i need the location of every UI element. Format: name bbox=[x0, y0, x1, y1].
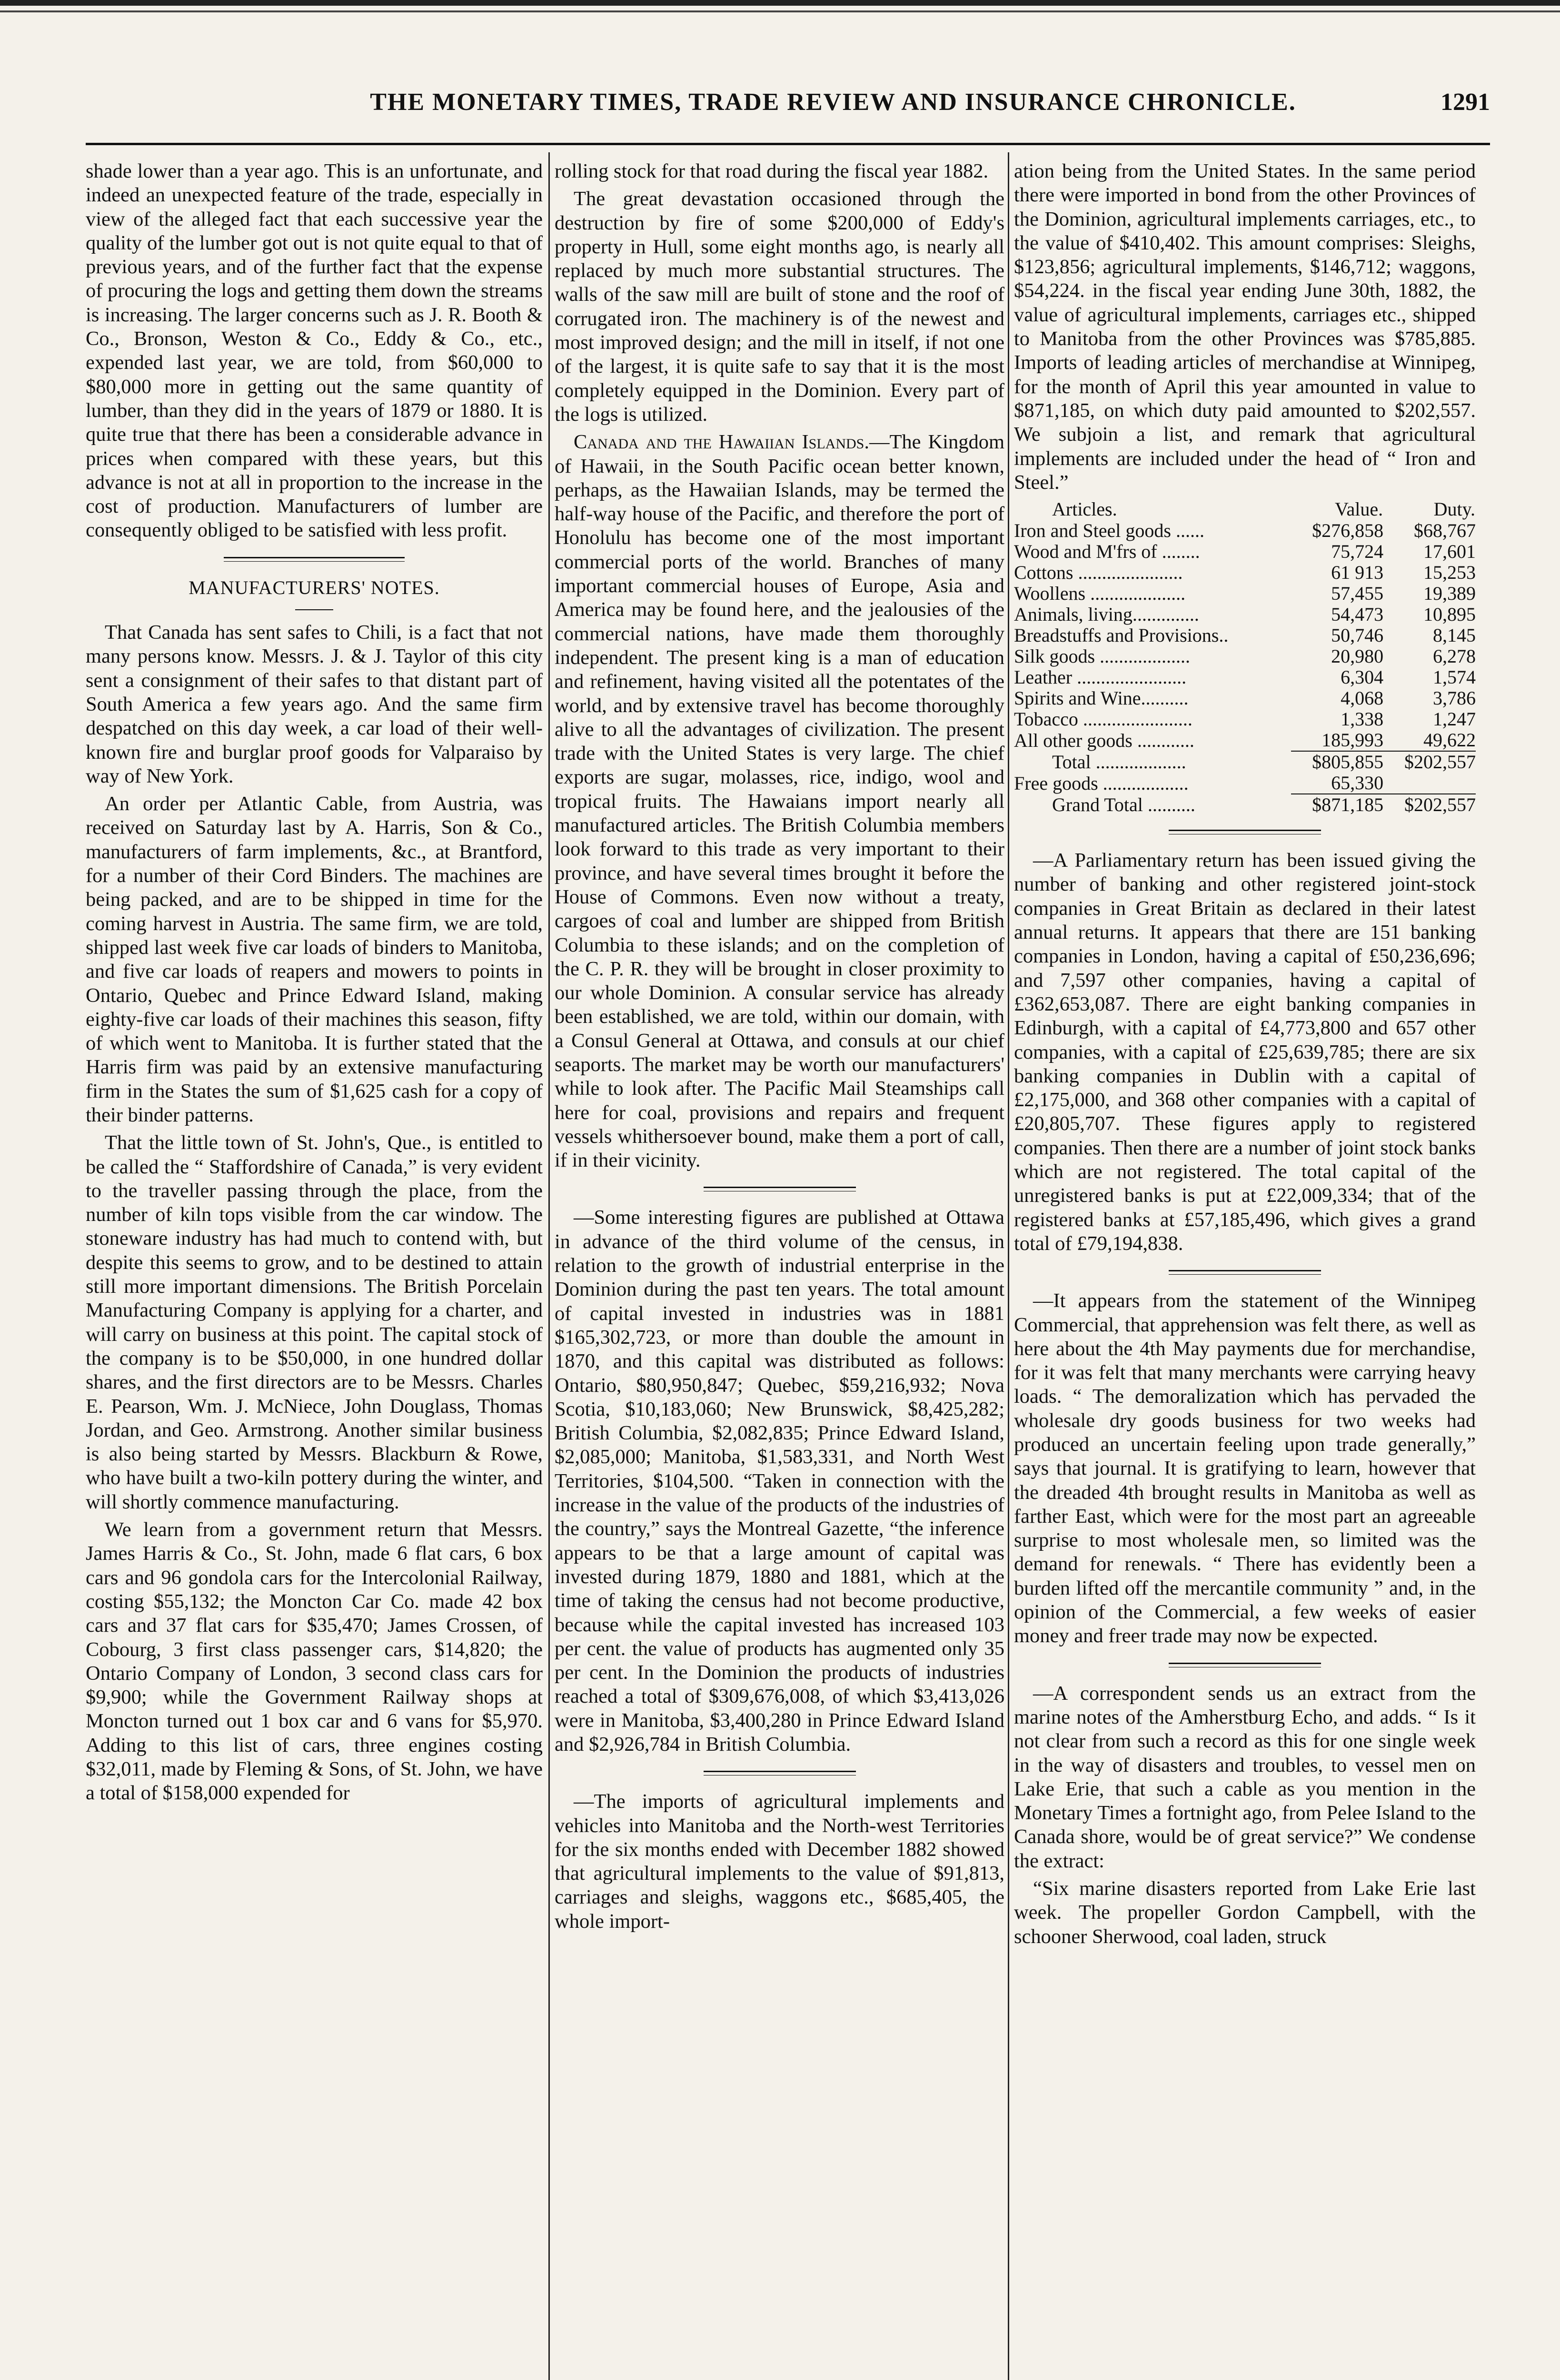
table-cell-duty: 49,622 bbox=[1423, 729, 1476, 751]
header-value: Value. bbox=[1335, 498, 1383, 520]
column-1 bbox=[86, 159, 543, 2373]
total-label: Total ................... bbox=[1052, 751, 1186, 773]
importation-paragraph: ation being from the United States. In the same period there were imported in bond from the other Provinces of the Dominion, agricultural implements carriages, etc., to the value of $410,402. This amount comprises: Sleighs, $123,856; agricultural implements, $146,712; waggons, $54,224. in the fiscal year ending June 30th, 1882, the value of agricultural implements, carriages etc., shipped to Manitoba from the other Provinces was $785,885. Imports of leading articles of merchandise at Winnipeg, for the month of April this year amounted in value to $871,185, on which duty paid amounted to $202,557. We subjoin a list, and remark that agricultural implements are included under the head of “ Iron and Steel.” bbox=[1014, 160, 1476, 494]
header-articles: Articles. bbox=[1052, 498, 1117, 520]
grand-total-label: Grand Total .......... bbox=[1052, 793, 1195, 815]
page-number: 1291 bbox=[1441, 89, 1490, 116]
table-header-row bbox=[1014, 498, 1476, 520]
table-cell-duty: 1,574 bbox=[1433, 666, 1476, 688]
eddy-fire-paragraph: The great devastation occasioned through the destruction by fire of some $200,000 of Eddy's property in Hull, some eight months ago, is nearly all replaced by much more substantial structures. The walls of the saw mill are built of stone and the roof of corrugated iron. The machinery is of the newest and most improved design; and the mill in itself, if not one of the largest, it is quite safe to say that it is the most completely equipped in the Dominion. Every part of the logs is utilized. bbox=[555, 188, 1004, 426]
railway-cars-paragraph: We learn from a government return that Messrs. James Harris & Co., St. John, made 6 flat cars, 6 box cars and 96 gondola cars for the Intercolonial Railway, costing $55,132; the Moncton Car Co. made 42 box cars and 37 flat cars for $35,470; James Crossen, of Cobourg, 3 first class passenger cars, $14,820; the Ontario Company of London, 3 second class cars for $9,900; while the Government Railway shops at Moncton turned out 1 box car and 6 vans for $5,970. Adding to this list of cars, three engines costing $32,011, made by Fleming & Sons, of St. John, we have a total of $158,000 expended for bbox=[86, 1518, 543, 1805]
table-cell-value: 75,724 bbox=[1331, 541, 1384, 563]
free-value: 65,330 bbox=[1331, 772, 1384, 794]
table-body bbox=[1014, 520, 1476, 751]
page-header bbox=[119, 88, 1490, 131]
grand-total-value: $871,185 bbox=[1291, 794, 1383, 815]
separator-winnipeg bbox=[1169, 1270, 1321, 1275]
table-cell-article: Spirits and Wine.......... bbox=[1014, 687, 1189, 709]
table-grand-total-row bbox=[1014, 794, 1476, 815]
table-row bbox=[1014, 541, 1476, 562]
table-cell-article: Breadstuffs and Provisions.. bbox=[1014, 625, 1229, 646]
table-cell-duty: 8,145 bbox=[1433, 625, 1476, 646]
table-row bbox=[1014, 583, 1476, 604]
table-cell-duty: 19,389 bbox=[1423, 583, 1476, 605]
table-cell-duty: 1,247 bbox=[1433, 708, 1476, 730]
table-row bbox=[1014, 646, 1476, 667]
header-duty: Duty. bbox=[1433, 498, 1475, 520]
census-paragraph: —Some interesting figures are published at Ottawa in advance of the third volume of the census, in relation to the growth of industrial enterprise in the Dominion during the past ten years. The total amount of capital invested in industries was in 1881 $165,302,723, or more than double the amount in 1870, and this capital was distributed as follows: Ontario, $80,950,847; Quebec, $59,216,932; Nova Scotia, $10,183,060; New Brunswick, $8,425,282; British Columbia, $2,082,835; Prince Edward Island, $2,085,000; Manitoba, $1,583,331, and North West Territories, $104,500. “Taken in connection with the increase in the value of the products of the industries of the country,” says the Montreal Gazette, “the inference appears to be that a large amount of capital was invested during 1879, 1880 and 1881, which at the time of taking the census had not become productive, because while the capital invested has increased 103 per cent. the value of products has augmented only 35 per cent. In the Dominion the products of industries reached a total of $309,676,008, of which $3,413,026 were in Manitoba, $3,400,280 in Prince Edward Island and $2,926,784 in British Columbia. bbox=[555, 1206, 1004, 1755]
heading-underline bbox=[295, 609, 333, 611]
table-cell-article: Cottons ...................... bbox=[1014, 562, 1183, 584]
hawaii-body: —The Kingdom of Hawaii, in the South Pacific ocean better known, perhaps, as the Hawaiian Islands, may be termed the half-way house of the Pacific, and therefore the port of Honolulu has become one of the most important commercial ports of the world. Branches of many important commercial houses of Europe, Asia and America may be found here, and the jealousies of the commercial nations, have made them thoroughly independent. The present king is a man of education and refinement, having visited all the potentates of the world, and by extensive travel has become thoroughly alive to all the advantages of civilization. The present trade with the United States is very large. The chief exports are sugar, molasses, rice, indigo, wool and tropical fruits. The Hawaians import nearly all manufactured articles. The British Columbia members look forward to this trade as very important to their province, and have several times brought it before the House of Commons. Even now without a treaty, cargoes of coal and lumber are shipped from British Columbia to these islands; and on the completion of the C. P. R. they will be brought in closer proximity to our whole Dominion. A consular service has already been established, we are told, within our domain, with a Consul General at Ottawa, and consuls at our chief seaports. The market may be worth our manufacturers' while to look after. The Pacific Mail Steamships call here for coal, provisions and repairs and frequent vessels whithersoever bound, make them a port of call, if in their vicinity. bbox=[555, 431, 1004, 1172]
page-title: THE MONETARY TIMES, TRADE REVIEW AND INSURANCE CHRONICLE. bbox=[370, 89, 1296, 116]
table-cell-article: Animals, living.............. bbox=[1014, 604, 1199, 625]
hawaii-lead: Canada and the Hawaiian Islands. bbox=[574, 431, 869, 454]
table-cell-value: 20,980 bbox=[1331, 645, 1384, 667]
section-separator bbox=[224, 557, 405, 562]
header-rule bbox=[86, 143, 1490, 145]
table-row bbox=[1014, 667, 1476, 688]
table-row bbox=[1014, 625, 1476, 646]
table-row bbox=[1014, 604, 1476, 625]
column-divider-2 bbox=[1008, 152, 1009, 2380]
binders-paragraph: An order per Atlantic Cable, from Austria, was received on Saturday last by A. Harris, Son & Co., manufacturers of farm implements, &c., at Brantford, for a number of their Cord Binders. The machines are being packed, and are to be shipped in time for the coming harvest in Austria. The same firm, we are told, shipped last week five car loads of binders to Manitoba, and five car loads of reapers and mowers to points in Ontario, Quebec and Prince Edward Island, making eighty-five car loads of their machines this season, fifty of which went to Manitoba. It is further stated that the Harris firm was paid by an extensive manufacturing firm in the States the sum of $1,625 cash for a copy of their binder patterns. bbox=[86, 793, 543, 1126]
table-cell-value: 1,338 bbox=[1341, 708, 1384, 730]
separator-census bbox=[704, 1187, 856, 1191]
staffordshire-paragraph: That the little town of St. John's, Que., is entitled to be called the “ Staffordshire of Canada,” is very evident to the traveller passing through the place, from the number of kiln tops visible from the car window. The stoneware industry has had much to contend with, but despite this seems to grow, and to be destined to attain still more important dimensions. The British Porcelain Manufacturing Company is applying for a charter, and will carry on business at this point. The capital stock of the company is to be $50,000, in one hundred dollar shares, and the first directors are to be Messrs. Charles E. Pearson, Wm. J. McNiece, John Douglass, Thomas Jordan, and Geo. Armstrong. Another similar business is also being started by Messrs. Blackburn & Rowe, who have built a two-kiln pottery during the winter, and will shortly commence manufacturing. bbox=[86, 1131, 543, 1513]
marine-disasters-paragraph: “Six marine disasters reported from Lake Erie last week. The propeller Gordon Campbell, with the schooner Sherwood, coal laden, struck bbox=[1014, 1877, 1476, 1948]
table-cell-value: $276,858 bbox=[1312, 520, 1384, 542]
top-border bbox=[0, 0, 1560, 6]
table-cell-value: 6,304 bbox=[1341, 666, 1384, 688]
table-cell-value: 57,455 bbox=[1331, 583, 1384, 605]
correspondent-paragraph: —A correspondent sends us an extract from the marine notes of the Amherstburg Echo, and adds. “ Is it not clear from such a record as this for one single week in the way of disasters and troubles, to vessel men on Lake Erie, that such a cable as you mention in the Monetary Times a fortnight ago, from Pelee Island to the Canada shore, would be of great service?” We condense the extract: bbox=[1014, 1682, 1476, 1872]
separator-correspondent bbox=[1169, 1663, 1321, 1667]
table-cell-value: 61 913 bbox=[1331, 562, 1384, 584]
table-cell-duty: 3,786 bbox=[1433, 687, 1476, 709]
table-row bbox=[1014, 730, 1476, 751]
table-cell-value: 50,746 bbox=[1331, 625, 1384, 646]
column-3 bbox=[1014, 159, 1476, 1953]
table-cell-article: Silk goods ................... bbox=[1014, 645, 1191, 667]
table-cell-article: Leather ....................... bbox=[1014, 666, 1187, 688]
grand-total-duty: $202,557 bbox=[1383, 794, 1476, 815]
table-cell-article: All other goods ............ bbox=[1014, 729, 1194, 751]
table-row bbox=[1014, 709, 1476, 730]
column-divider-1 bbox=[548, 152, 550, 2380]
separator-parliamentary bbox=[1169, 830, 1321, 834]
table-cell-value: 185,993 bbox=[1322, 729, 1384, 751]
table-cell-duty: 15,253 bbox=[1423, 562, 1476, 584]
table-cell-value: 54,473 bbox=[1331, 604, 1384, 625]
total-value: $805,855 bbox=[1291, 751, 1383, 773]
total-duty: $202,557 bbox=[1383, 751, 1476, 773]
separator-imports bbox=[704, 1771, 856, 1775]
rolling-stock-paragraph: rolling stock for that road during the fiscal year 1882. bbox=[555, 160, 989, 182]
table-free-row bbox=[1014, 773, 1476, 794]
winnipeg-imports-table bbox=[1014, 498, 1476, 815]
lumber-paragraph: shade lower than a year ago. This is an unfortunate, and indeed an unexpected feature of the trade, especially in view of the alleged fact that each successive year the quality of the lumber got out is not quite equal to that of previous years, and of the further fact that the expense of procuring the logs and getting them down the streams is increasing. The larger concerns such as J. R. Booth & Co., Bronson, Weston & Co., Eddy & Co., etc., expended last year, we are told, from $60,000 to $80,000 more in getting out the same quantity of lumber, than they did in the years of 1879 or 1880. It is quite true that there has been a considerable advance in prices when compared with these years, but this advance is not at all in proportion to the increase in the cost of production. Manufacturers of lumber are consequently obliged to be satisfied with less profit. bbox=[86, 160, 543, 542]
table-cell-article: Wood and M'frs of ........ bbox=[1014, 541, 1200, 563]
winnipeg-commercial-paragraph: —It appears from the statement of the Winnipeg Commercial, that apprehension was felt there, as well as here about the 4th May payments due for merchandise, for it was felt that many merchants were carrying heavy loads. “ The demoralization which has pervaded the wholesale dry goods business for two weeks had produced an uncertain feeling upon trade generally,” says that journal. It is gratifying to learn, however that the dreaded 4th brought results in Manitoba as well as farther East, which were for the most part an agreeable surprise to most wholesale men, so limited was the demand for renewals. “ There has evidently been a burden lifted off the mercantile community ” and, in the opinion of the Commercial, a few weeks of easier money and freer trade may now be expected. bbox=[1014, 1289, 1476, 1647]
section-heading-manufacturers-notes: MANUFACTURERS' NOTES. bbox=[189, 576, 440, 598]
table-cell-duty: 6,278 bbox=[1433, 645, 1476, 667]
table-row bbox=[1014, 688, 1476, 709]
free-label: Free goods .................. bbox=[1014, 772, 1189, 794]
parliamentary-return-paragraph: —A Parliamentary return has been issued giving the number of banking and other registered joint-stock companies in Great Britain as declared in their latest annual returns. It appears that there are 151 banking companies in London, having a capital of £50,236,696; and 7,597 other companies, having a capital of £362,653,087. There are eight banking companies in Edinburgh, with a capital of £4,773,800 and 657 other companies, with a capital of £25,639,785; there are six banking companies in Dublin with a capital of £2,175,000, and 368 other companies with a capital of £20,805,707. These figures apply to registered companies. Then there are a number of joint stock banks which are not registered. The total capital of the unregistered banks is put at £22,009,334; that of the registered banks at £57,185,496, which gives a grand total of £79,194,838. bbox=[1014, 849, 1476, 1255]
table-cell-article: Tobacco ....................... bbox=[1014, 708, 1192, 730]
table-cell-article: Iron and Steel goods ...... bbox=[1014, 520, 1204, 542]
table-cell-article: Woollens .................... bbox=[1014, 583, 1186, 605]
table-total-row bbox=[1014, 751, 1476, 773]
table-cell-duty: $68,767 bbox=[1414, 520, 1476, 542]
safes-paragraph: That Canada has sent safes to Chili, is a fact that not many persons know. Messrs. J. & J. Taylor of this city sent a consignment of their safes to that distant part of South America a few years ago. And the same firm despatched on this day week, a car load of their well-known fire and burglar proof goods for Valparaiso by way of New York. bbox=[86, 621, 543, 787]
column-2 bbox=[555, 159, 1004, 1937]
hawaii-paragraph bbox=[555, 430, 1004, 1172]
table-cell-duty: 10,895 bbox=[1423, 604, 1476, 625]
table-row bbox=[1014, 520, 1476, 541]
top-border-thin bbox=[0, 10, 1560, 12]
imports-paragraph: —The imports of agricultural implements and vehicles into Manitoba and the North-west Territories for the six months ended with December 1882 showed that agricultural implements to the value of $91,813, carriages and sleighs, waggons etc., $685,405, the whole import- bbox=[555, 1790, 1004, 1933]
table-row bbox=[1014, 562, 1476, 583]
free-duty bbox=[1383, 773, 1476, 794]
table-cell-value: 4,068 bbox=[1341, 687, 1384, 709]
table-cell-duty: 17,601 bbox=[1423, 541, 1476, 563]
